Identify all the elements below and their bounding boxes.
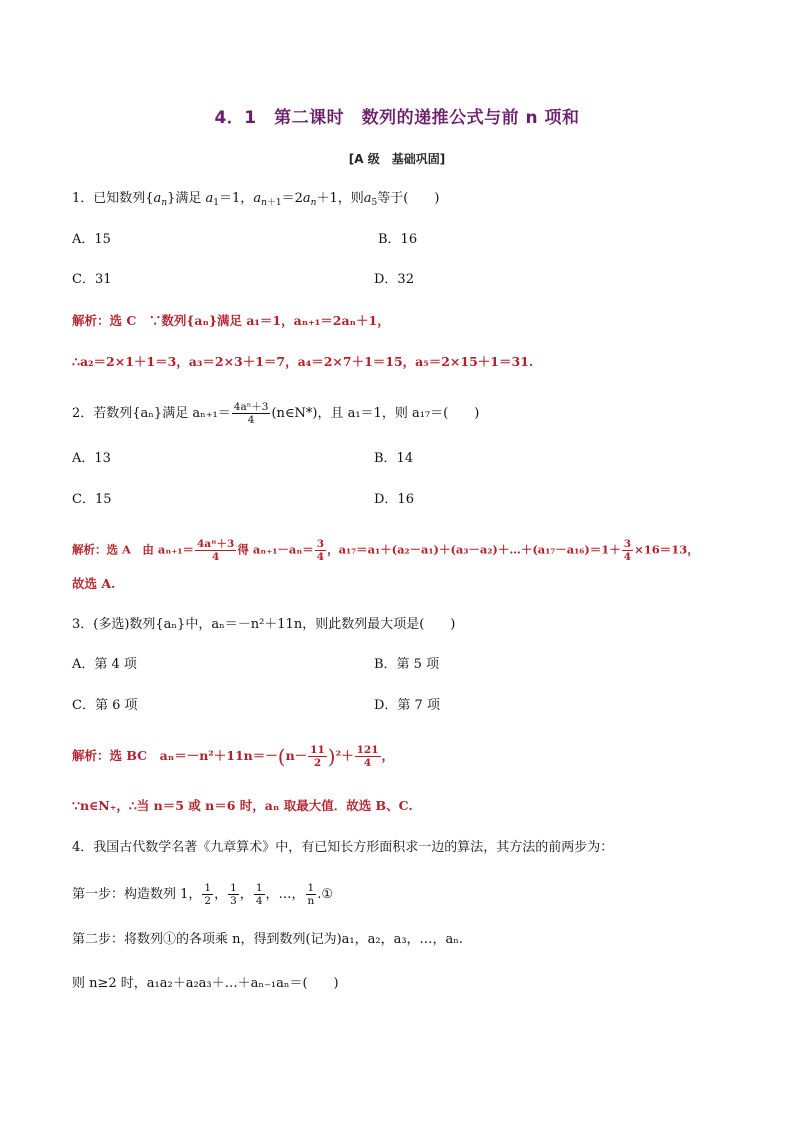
- q2-option-a: A．13: [72, 451, 111, 466]
- q1-option-b: B．16: [378, 232, 418, 247]
- q1-option-a: A．15: [72, 232, 111, 247]
- q2-answer-line-2: 故选 A.: [72, 576, 116, 591]
- page-title: 4．1 第二课时 数列的递推公式与前 n 项和: [214, 108, 580, 128]
- q1-option-c: C．31: [72, 272, 112, 287]
- q2-answer-fraction: $\frac{\text{4aⁿ＋3}}{4}$: [196, 538, 235, 563]
- q1-option-d: D．32: [374, 272, 414, 287]
- q3-option-d: D．第 7 项: [374, 698, 440, 713]
- q4-stem: 4．我国古代数学名著《九章算术》中，有已知长方形面积求一边的算法，其方法的前两步为：: [72, 840, 614, 855]
- q3-answer-line-1: 解析：选 BC aₙ＝－n²＋11n＝－(n－ $\frac{11}{2}$ )²＋ $\frac{121}{4}$ ，: [72, 744, 395, 769]
- q3-answer-line-2: ∵n∈N₊，∴当 n＝5 或 n＝6 时，aₙ 取最大值．故选 B、C.: [72, 798, 413, 813]
- q2-answer-fraction-2: $\frac{3}{4}$: [316, 538, 325, 563]
- q3-option-b: B．第 5 项: [374, 657, 440, 672]
- q4-fraction-1-n: $\frac{1}{n}$: [307, 882, 315, 907]
- q1-answer-line-2: ∴a₂＝2×1＋1＝3，a₃＝2×3＋1＝7，a₄＝2×7＋1＝15，a₅＝2×15＋1＝31.: [72, 354, 534, 369]
- q2-option-d: D．16: [374, 492, 414, 507]
- q3-answer-fraction: $\frac{11}{2}$: [310, 744, 325, 769]
- q1-stem: 1．已知数列$\{a_n\}$满足 $a_1=1$，$a_{n+1}=2a_n+1$，则$a_5$等于( ): [72, 191, 440, 208]
- q3-option-c: C．第 6 项: [72, 698, 138, 713]
- q4-fraction-1-3: $\frac{1}{3}$: [230, 882, 237, 907]
- q4-step-3: 则 n≥2 时，a₁a₂＋a₂a₃＋…＋aₙ₋₁aₙ＝( ): [72, 976, 339, 991]
- q4-fraction-1-4: $\frac{1}{4}$: [255, 882, 263, 907]
- q2-answer-line-1: 解析：选 A 由 aₙ₊₁＝ $\frac{\text{4aⁿ＋3}}{4}$ 得 aₙ₊₁－aₙ＝ $\frac{3}{4}$ ，a₁₇＝a₁＋(a₂－a₁)＋(a₃－a₂)＋…＋(a₁₇－a₁₆)＝1＋ $\frac{3}{4}$ ×16＝13，: [72, 538, 699, 563]
- q3-stem: 3．(多选)数列{aₙ}中，aₙ＝－n²＋11n，则此数列最大项是( ): [72, 617, 456, 632]
- q4-fraction-1-2: $\frac{1}{2}$: [204, 882, 212, 907]
- q2-fraction: $\frac{\text{4aⁿ＋3}}{4}$: [233, 401, 269, 426]
- q2-option-c: C．15: [72, 492, 112, 507]
- section-level: [A 级 基础巩固]: [348, 152, 446, 166]
- q2-stem: 2．若数列{aₙ}满足 aₙ₊₁＝ $\frac{\text{4aⁿ＋3}}{4}$ (n∈N*)，且 a₁＝1，则 a₁₇＝( ): [72, 401, 480, 426]
- q4-step-2: 第二步：将数列①的各项乘 n，得到数列(记为)a₁，a₂，a₃，…，aₙ.: [72, 932, 464, 947]
- q3-answer-fraction-2: $\frac{121}{4}$: [356, 744, 379, 769]
- q2-option-b: B．14: [374, 451, 414, 466]
- q3-option-a: A．第 4 项: [72, 657, 137, 672]
- q1-answer-line-1: 解析：选 C ∵数列{aₙ}满足 a₁＝1，aₙ₊₁＝2aₙ＋1，: [72, 313, 390, 328]
- q4-step-1: 第一步：构造数列 1， $\frac{1}{2}$ ， $\frac{1}{3}$ ， $\frac{1}{4}$ ，…， $\frac{1}{n}$ .①: [72, 882, 334, 907]
- q2-answer-fraction-3: $\frac{3}{4}$: [623, 538, 632, 563]
